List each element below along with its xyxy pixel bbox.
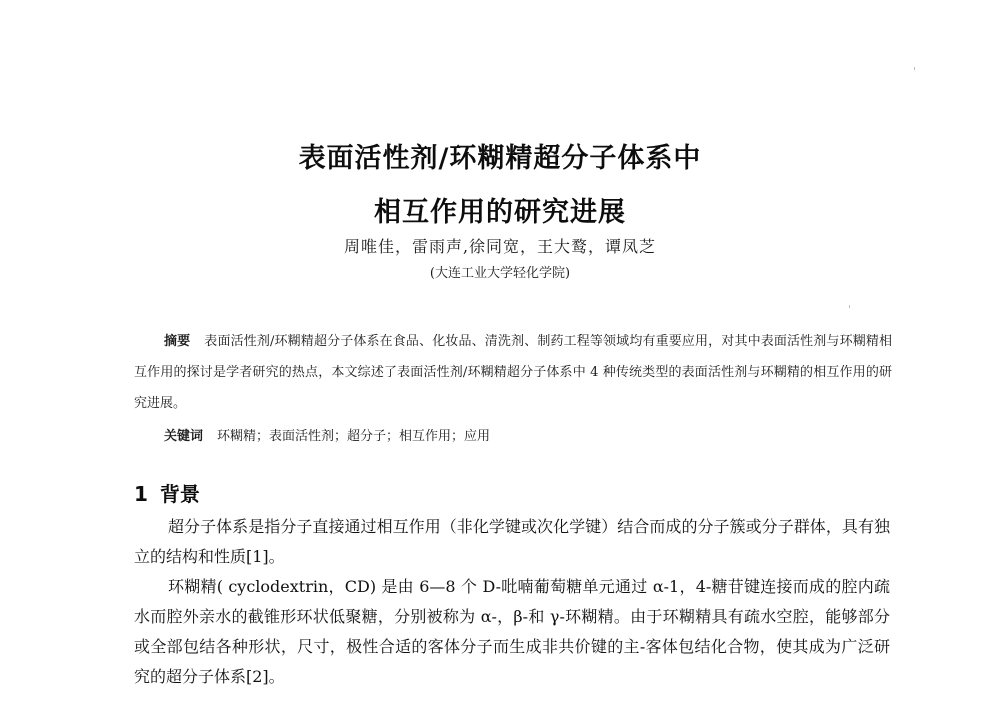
abstract-text: 表面活性剂/环糊精超分子体系在食品、化妆品、清洗剂、制药工程等领域均有重要应用，对其中表面活性剂与环糊精相互作用的探讨是学者研究的热点，本文综述了表面活性剂/环糊精超分子体系中 4 种传统类型的表面活性剂与环糊精的相互作用的研究进展。 xyxy=(134,334,892,411)
abstract-block xyxy=(134,326,892,419)
abstract-label: 摘要 xyxy=(164,334,191,349)
section-heading xyxy=(134,478,200,507)
section-number: 1 xyxy=(134,482,148,506)
author-affiliation: (大连工业大学轻化学院) xyxy=(429,266,571,281)
paper-title-line-1: 表面活性剂/环糊精超分子体系中 xyxy=(298,143,702,174)
keywords-block xyxy=(164,425,490,444)
section-title: 背景 xyxy=(159,482,200,506)
keywords-text: 环糊精；表面活性剂；超分子；相互作用；应用 xyxy=(217,429,491,444)
scan-speck xyxy=(914,67,915,70)
keywords-label: 关键词 xyxy=(164,429,204,444)
body-text xyxy=(134,512,890,692)
paper-title-line-2: 相互作用的研究进展 xyxy=(374,197,626,228)
body-paragraph: 超分子体系是指分子直接通过相互作用（非化学键或次化学键）结合而成的分子簇或分子群体，具有独立的结构和性质[1]。 xyxy=(134,517,890,566)
scan-speck xyxy=(849,305,850,308)
author-list: 周唯佳，雷雨声,徐同宽，王大鹜，谭凤芝 xyxy=(343,237,657,256)
body-paragraph: 环糊精( cyclodextrin，CD) 是由 6—8 个 D-吡喃葡萄糖单元通过 α-1，4-糖苷键连接而成的腔内疏水而腔外亲水的截锥形环状低聚糖，分别被称为 α-，β-和 γ-环糊精。由于环糊精具有疏水空腔，能够部分或全部包结各种形状，尺寸，极性合适的客体分子而生成非共价键的主-客体包结化合物，使其成为广泛研究的超分子体系[2]。 xyxy=(134,577,890,686)
